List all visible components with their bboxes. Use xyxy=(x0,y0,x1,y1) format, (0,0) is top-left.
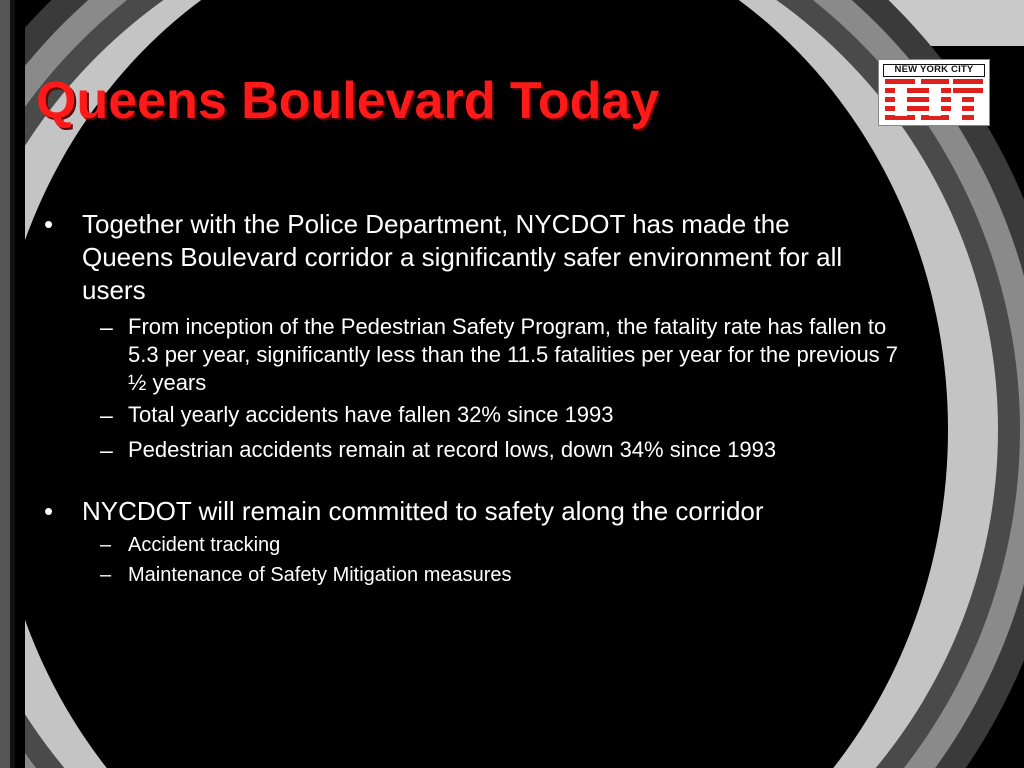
sub-bullet-marker: – xyxy=(100,402,113,428)
sub-bullet-marker: – xyxy=(100,314,113,340)
sub-bullet-total-accidents: Total yearly accidents have fallen 32% since 1993 xyxy=(128,402,614,427)
sub-bullet-safety-mitigation: Maintenance of Safety Mitigation measures xyxy=(128,564,512,586)
bullet-police-department: Together with the Police Department, NYCDOT has made the Queens Boulevard corridor a significantly safer environment for all users xyxy=(82,209,843,305)
bullet-nycdot-committed: NYCDOT will remain committed to safety along the corridor xyxy=(82,496,764,526)
sub-bullet-marker: – xyxy=(100,564,112,586)
bullet-marker: • xyxy=(44,496,54,526)
slide-title: Queens Boulevard Today xyxy=(36,72,660,130)
logo-city-text: NEW YORK CITY xyxy=(883,64,985,77)
sub-bullet-accident-tracking: Accident tracking xyxy=(128,534,281,556)
sub-bullet-fatality-rate: From inception of the Pedestrian Safety Program, the fatality rate has fallen to 5.3 per year, significantly less than the 11.5 fatalities per year for the previous 7 ½ years xyxy=(128,314,899,395)
bullet-marker: • xyxy=(44,209,54,239)
sub-bullet-pedestrian-accidents: Pedestrian accidents remain at record lows, down 34% since 1993 xyxy=(128,437,777,462)
sub-bullet-marker: – xyxy=(100,437,113,463)
sub-bullet-marker: – xyxy=(100,534,112,556)
